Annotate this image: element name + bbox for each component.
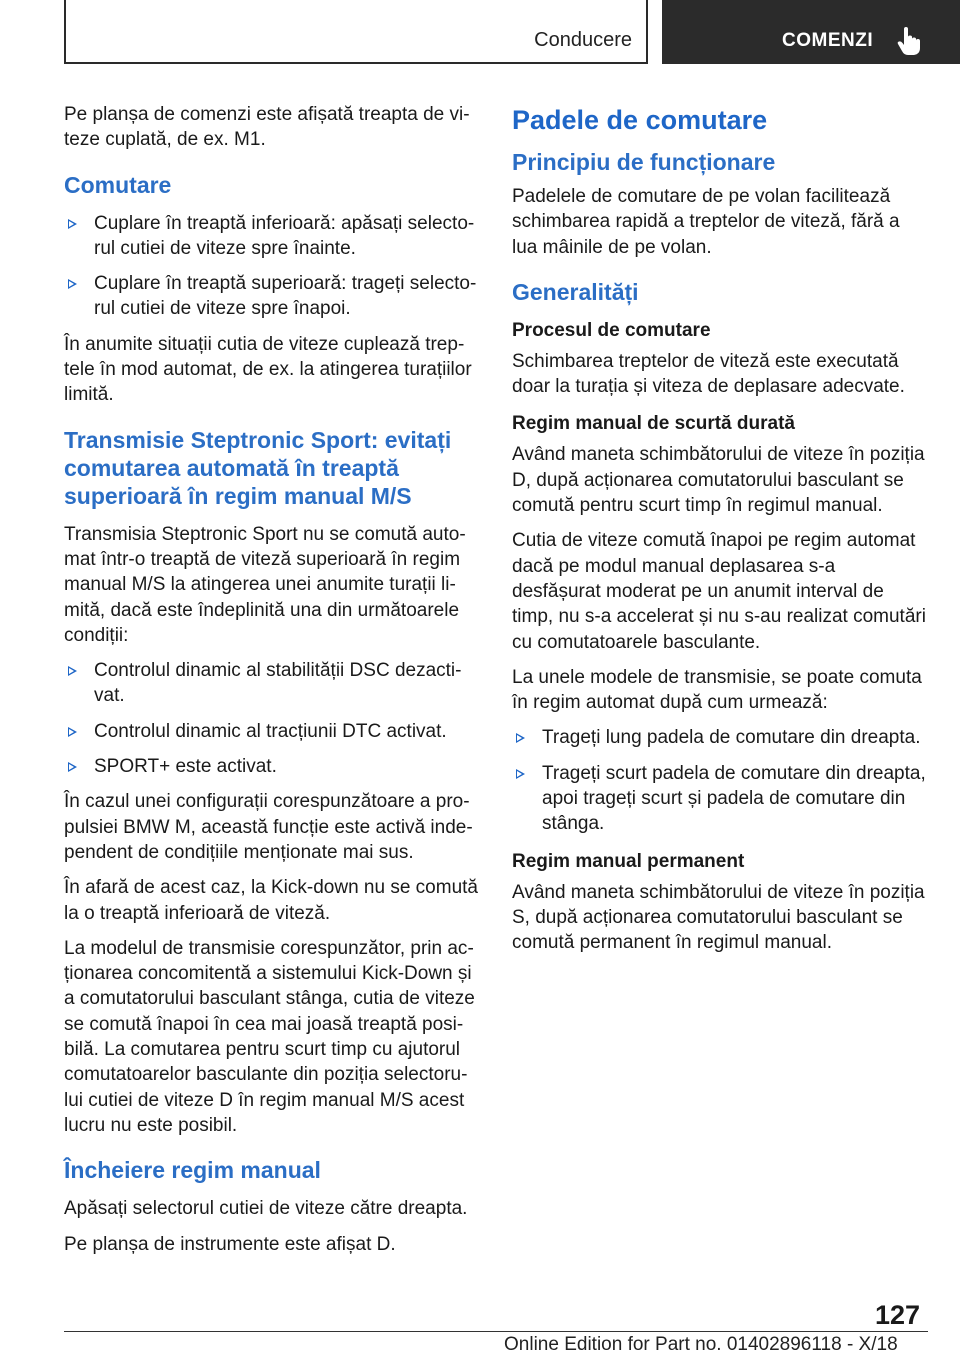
- page-number: 127: [874, 1300, 920, 1330]
- triangle-bullet-icon: [68, 219, 77, 229]
- right-column: [512, 102, 926, 966]
- paragraph: Având maneta schimbătorului de viteze în poziția S, după acționarea comutatorului basculant se comută permanent în regimul manual.: [512, 881, 925, 954]
- heading-incheiere: Încheiere regim manual: [64, 1157, 321, 1184]
- triangle-bullet-icon: [68, 762, 77, 772]
- paragraph: În anumite situații cutia de viteze cuplează treptele în mod automat, de ex. la atingerea turațiilor limită.: [64, 333, 472, 406]
- footer-divider-right: [864, 1331, 928, 1332]
- list-item: Trageți lung padela de comutare din dreapta.: [512, 725, 926, 750]
- subheading-scurta-durata: Regim manual de scurtă durată: [512, 413, 795, 435]
- list-comutare: [64, 211, 478, 322]
- intro-paragraph: Pe planșa de comenzi este afișată treapta de viteze cuplată, de ex. M1.: [64, 104, 470, 151]
- triangle-bullet-icon: [516, 733, 525, 743]
- paragraph: La modelul de transmisie corespunzător, prin acționarea concomitentă a sistemului Kick-Down și a comutatorului basculant stânga, cutia de viteze se comută înapoi în cea mai joasă treaptă posibilă. La comutarea pentru scurt timp cu ajutorul comutatoarelor basculante din poziția selectorului cutiei de viteze D în regim manual M/S acest lucru nu este posibil.: [64, 937, 475, 1136]
- triangle-bullet-icon: [68, 727, 77, 737]
- list-item: Controlul dinamic al tracțiunii DTC activat.: [64, 719, 478, 744]
- header-section-box: [64, 0, 648, 64]
- heading-principiu: Principiu de funcționare: [512, 149, 776, 175]
- page-title: Padele de comutare: [512, 105, 768, 135]
- paragraph: În afară de acest caz, la Kick-down nu se comută la o treaptă inferioară de viteză.: [64, 877, 478, 924]
- hand-pointer-icon: [896, 26, 922, 56]
- list-item: SPORT+ este activat.: [64, 754, 478, 779]
- paragraph: Pe planșa de instrumente este afișat D.: [64, 1233, 396, 1255]
- section-title: Conducere: [534, 29, 632, 51]
- triangle-bullet-icon: [68, 666, 77, 676]
- list-item: Cuplare în treaptă inferioară: apăsați selectorul cutiei de viteze spre înainte.: [64, 211, 478, 262]
- paragraph: Având maneta schimbătorului de viteze în poziția D, după acționarea comutatorului basculant se comută pentru scurt timp în regimul manual.: [512, 444, 925, 517]
- list-automat: [512, 725, 926, 836]
- triangle-bullet-icon: [516, 769, 525, 779]
- subheading-procesul: Procesul de comutare: [512, 319, 711, 341]
- heading-steptronic: Transmisie Steptronic Sport: evitați comutarea automată în treaptă superioară în regim manual M/S: [64, 426, 452, 509]
- triangle-bullet-icon: [68, 279, 77, 289]
- paragraph: În cazul unei configurații corespunzătoare a propulsiei BMW M, această funcție este activă independent de condițiile menționate mai sus.: [64, 791, 473, 863]
- list-item: Trageți scurt padela de comutare din dreapta, apoi trageți scurt și padela de comutare din stânga.: [512, 761, 926, 837]
- header-chapter-box: [662, 0, 960, 64]
- list-item: Controlul dinamic al stabilității DSC dezactivat.: [64, 658, 478, 709]
- paragraph: Schimbarea treptelor de viteză este executată doar la turația și viteza de deplasare adecvate.: [512, 350, 905, 398]
- paragraph: Apăsați selectorul cutiei de viteze către dreapta.: [64, 1198, 468, 1220]
- list-item: Cuplare în treaptă superioară: trageți selectorul cutiei de viteze spre înapoi.: [64, 271, 478, 322]
- paragraph: Transmisia Steptronic Sport nu se comută automat într-o treaptă de viteză superioară în regim manual M/S la atingerea unei anumite turații limită, dacă este îndeplinită una din următoarele condiții:: [64, 523, 466, 646]
- heading-generalitati: Generalități: [512, 278, 639, 305]
- subheading-permanent: Regim manual permanent: [512, 850, 745, 872]
- paragraph: La unele modele de transmisie, se poate comuta în regim automat după cum urmează:: [512, 666, 922, 714]
- paragraph: Padelele de comutare de pe volan facilitează schimbarea rapidă a treptelor de viteză, fără a lua mâinile de pe volan.: [512, 186, 900, 258]
- left-column: [64, 102, 478, 1267]
- edition-note: Online Edition for Part no. 01402896118 - X/18: [504, 1334, 898, 1355]
- list-conditions: [64, 658, 478, 779]
- paragraph: Cutia de viteze comută înapoi pe regim automat dacă pe modul manual deplasarea s-a desfășurat moderat pe un anumit interval de timp, nu s-a accelerat și nu s-au realizat comutări cu comutatoarele basculante.: [512, 530, 926, 653]
- heading-comutare: Comutare: [64, 171, 172, 198]
- chapter-title: COMENZI: [782, 30, 874, 51]
- footer-divider: [64, 1331, 864, 1332]
